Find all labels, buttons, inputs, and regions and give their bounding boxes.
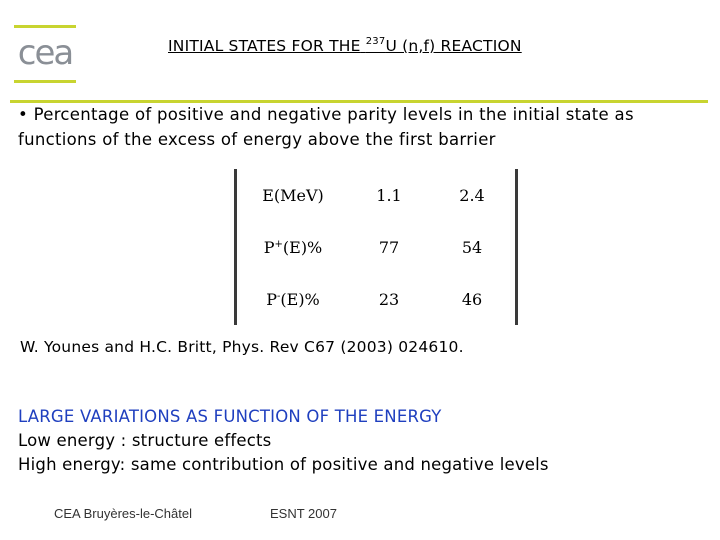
row-label: P-(E)% xyxy=(266,289,320,309)
footer-institution: CEA Bruyères-le-Châtel xyxy=(54,506,192,521)
table-row xyxy=(237,169,515,221)
conclusion-line-high-energy: High energy: same contribution of positive and negative levels xyxy=(18,455,549,474)
table-cell: 2.4 xyxy=(459,185,485,205)
table-cell: 54 xyxy=(461,237,483,257)
parity-table-grid xyxy=(237,169,515,325)
table-row xyxy=(237,273,515,325)
table-right-border xyxy=(515,169,518,325)
logo-bottom-bar xyxy=(14,80,76,83)
title-prefix: INITIAL STATES FOR THE xyxy=(168,37,361,55)
logo-text: cea xyxy=(17,33,73,73)
table-row xyxy=(237,221,515,273)
reference-citation: W. Younes and H.C. Britt, Phys. Rev C67 (2003) 024610. xyxy=(20,338,464,356)
bullet-text: • Percentage of positive and negative parity levels in the initial state as functions of the excess of energy above the first barrier xyxy=(18,105,634,149)
logo-top-bar xyxy=(14,25,76,28)
parity-table xyxy=(234,169,518,327)
table-cell: 46 xyxy=(461,289,483,309)
conclusion-block xyxy=(18,405,549,477)
slide-title xyxy=(168,36,522,55)
table-cell: 77 xyxy=(378,237,400,257)
conclusion-headline: LARGE VARIATIONS AS FUNCTION OF THE ENERGY xyxy=(18,407,442,426)
table-cell: 23 xyxy=(378,289,400,309)
conclusion-line-low-energy: Low energy : structure effects xyxy=(18,431,272,450)
table-cell: 1.1 xyxy=(376,185,402,205)
row-label: E(MeV) xyxy=(262,185,324,205)
footer-event: ESNT 2007 xyxy=(270,506,337,521)
title-suffix: U (n,f) REACTION xyxy=(385,37,522,55)
title-mass-number: 237 xyxy=(365,36,386,47)
cea-logo xyxy=(12,25,78,85)
row-label: P+(E)% xyxy=(263,237,323,257)
